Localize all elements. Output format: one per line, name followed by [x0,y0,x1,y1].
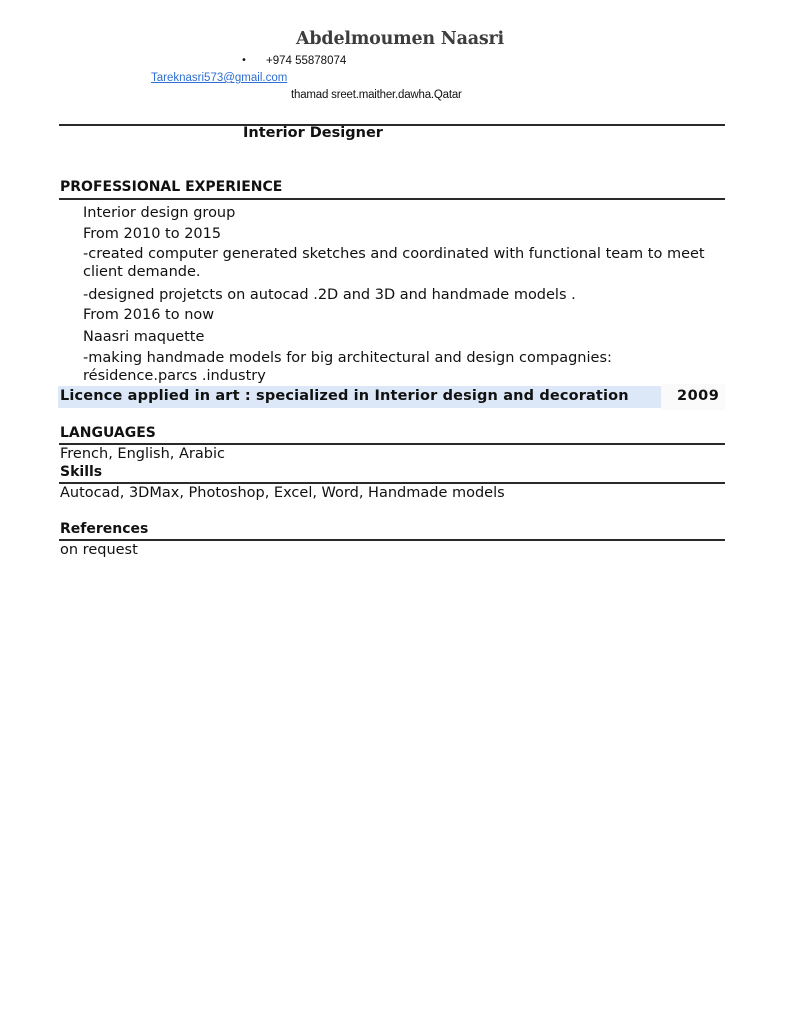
candidate-name: Abdelmoumen Naasri [296,29,505,49]
references-value: on request [60,542,138,558]
skills-value: Autocad, 3DMax, Photoshop, Excel, Word, Handmade models [60,485,505,501]
experience-line: From 2016 to now [83,307,215,323]
licence-degree: Licence applied in art : specialized in Interior design and decoration [60,388,629,404]
experience-line: -created computer generated sketches and coordinated with functional team to meet client demande. [83,246,705,280]
skills-divider [59,482,725,484]
experience-line: Interior design group [83,205,236,221]
references-divider [59,539,725,541]
email-link[interactable]: Tareknasri573@gmail.com [151,72,288,84]
experience-line: -making handmade models for big architectural and design compagnies: résidence.parcs .industry [83,350,612,384]
experience-line: Naasri maquette [83,329,205,345]
references-heading: References [60,521,149,537]
languages-value: French, English, Arabic [60,446,225,462]
languages-divider [59,443,725,445]
experience-line: From 2010 to 2015 [83,226,222,242]
address: thamad sreet.maither.dawha.Qatar [291,89,462,101]
job-title: Interior Designer [243,125,383,141]
skills-heading: Skills [60,464,103,480]
phone-number: +974 55878074 [266,55,347,67]
bullet-icon: • [241,55,247,66]
experience-line: -designed projetcts on autocad .2D and 3D and handmade models . [83,287,576,303]
languages-heading: LANGUAGES [60,425,156,441]
licence-year: 2009 [677,388,720,404]
header-divider [59,124,725,126]
experience-divider [59,198,725,200]
experience-heading: PROFESSIONAL EXPERIENCE [60,179,283,195]
